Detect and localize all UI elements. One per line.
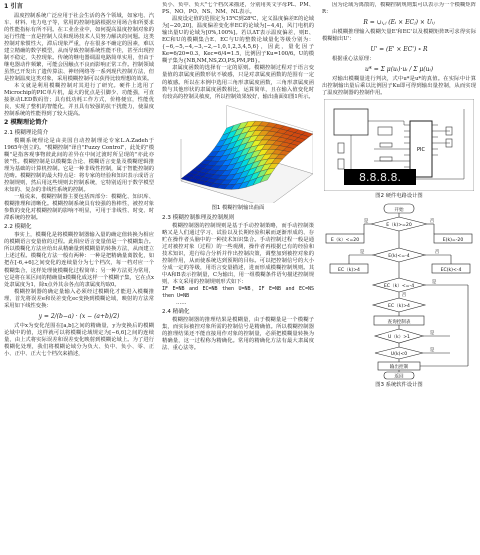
section-2-title: 2 模糊理论简介 (4, 119, 48, 127)
flow-start-label: 开始 (394, 208, 404, 214)
flow-yes-label: 是 (363, 219, 369, 225)
rule-example: IF E=NB and EC=NB then U=NB，IF E=NB and EC=NS then U=NB (162, 286, 314, 300)
column-1 (4, 2, 154, 553)
surface-plot (163, 103, 313, 203)
paragraph: 负小、负中、负大"七个档次来描述，分别用英文字母PL、PM、PS、NO、PO、NS、NM、NL表示。 (162, 2, 314, 16)
led-digits: 8.8.8.8. (359, 171, 401, 185)
paragraph: 由模糊推理输入模糊矢量E'和EC'以及模糊矩阵R可求得实际模糊输出U'： (322, 29, 476, 43)
section-2-2-title: 2.2 模糊化 (4, 224, 32, 231)
paragraph: 模糊控制器的控制规则是基于手动控制策略，而手动控制策略又是人们通过学习、试验以及长期经验积累而逐渐形成的、存贮在操作者头脑中的一种技术知识集合。手动控制过程一般是通过对被控对象（过程）的一些观测，操作者再根据已有的经验和技术知识，进行综合分析并作出控制决策，调整加到被控对象的控制作用，从而使系统达到预期的目标。可以把控制信号的大小分成一定的等级，用语言变量描述，进而形成模糊控制规则。其中A和B表示控制量，C为输出，用一组模糊条件语句描述控制规则，本文采用的控制规则形式如下： (162, 222, 314, 286)
flow-decision-3-label: EC（k）<=-4 (383, 284, 415, 290)
section-2-4-title: 2.4 精确化 (162, 309, 190, 316)
paragraph: 本文就是利用模糊控制对其进行了研究。硬件上选用了Microchip的PIC单片机，最大的优点是引脚少、功能强，可直接驱动LED数码管；具有低功耗工作方式，价格便宜，性能优良，实现了整机的智能化，并且具有较强的抗干扰能力，使温度控制系统的性能得到了较大提高。 (4, 82, 154, 118)
flow-yes-label: 是 (431, 280, 437, 286)
equation-centroid: u* = Σ μ(uᵢ)·uᵢ / Σ μ(uᵢ) (364, 66, 434, 74)
paragraph: 因为论域为离散的，模糊控制规则集可以表示为一个模糊矩阵R： (322, 2, 476, 16)
paragraph: 根据重心法原理： (332, 56, 375, 63)
column-3 (322, 2, 476, 553)
flow-no-label: 否 (434, 250, 440, 256)
flow-yes-label: 是 (429, 331, 435, 337)
flow-decision-5-label: U（k）>1 (388, 335, 410, 341)
paragraph: 模糊系统理论是由美国自动控制理论专家L.A.Zadeh于1965年创立的。"模糊控制"译自"Fuzzy Control"，此处的"模糊"是指客观事物彼此间的差异在中间过渡时所呈现的"亦此亦彼"性。模糊控制是以模糊集合论、模糊语言变量及模糊逻辑推理为基础的计算机控制。它是一种非线性控制，属于智能控制的范畴。模糊控制的最大特点是：将专家的经验和知识表示成语言控制规则，然后用这些规则去控制系统，它特别适用于数学模型未知的、复杂的非线性系统的控制。 (4, 137, 154, 194)
flow-no-label: 否 (401, 293, 407, 299)
flow-decision-2-label: E(k)<=-4 (388, 254, 410, 260)
flow-no-label: 否 (429, 219, 435, 225)
column-2 (162, 2, 314, 553)
flow-proc-1-label: E（k）<=20 (330, 238, 360, 244)
paragraph: 模糊控制器的推理结果是模糊量，由于模糊量是一个模糊子集，而实际被控对象所需的控制信号是精确值。所以模糊控制器的推理结果还不能直接用作对象的控制量，必须把模糊量转换为精确量，这一过程称为精确化。常用的精确化方法有最大隶属度法、重心法等。 (162, 317, 314, 352)
section-2-3-title: 2.3 模糊控制推理及控制规则 (162, 214, 235, 221)
flow-output-label: 输出控制 (389, 365, 409, 371)
flow-proc-4-label: EC(k)<-4 (440, 268, 462, 274)
paragraph: 式中x为变化范围在[a,b]之间的精确量，y为变换后的模糊论域中的值，这样就可以将模糊论域规定为[−6,6]之间的连续量，由上式将实际误差和误差变化映射到模糊论域上。为了进行模糊化处理，我们将模糊论域分为负大、负中、负小、零、正小、正中、正大七个档次来描述， (4, 322, 154, 357)
flow-yes-label: 是 (359, 250, 365, 256)
flow-lookup-label: 查询控制表 (387, 320, 411, 326)
paragraph: 温度控制系统广泛应用于社会生活的各个领域，如家电、汽车、材料、电力电子等，常用的控制电路根据应用场合和所要求的性能指标有所不同。在工业企业中，如何提高温度控制对象的运行性能一直是控制人员和现场技术人员努力解决的问题。这类控制对象惯性大，滞后现象严重，存在很多不确定的因素，难以建立精确的数学模型，从而导致控制系统性能不佳，甚至出现控制不稳定、失控现象。传统的继电器调温电路简单实用，但由于继电器动作频繁，可能会因触点不良而影响正常工作。控制领域虽然已开发出了遗传算法、神经网络等一系列现代控制方法，但是控制温度这类对象，采用模糊控制可以获得比较理想的效果。 (4, 12, 154, 82)
figure-3-flowchart (322, 202, 476, 380)
paragraph: 模糊控制器的确定量输入必须经过模糊化才能进入模糊推理，首先将误差e和误差变化ec变换到模糊论域，映射的方法常采用如下线性变换： (4, 288, 154, 309)
flow-proc-3-label: EC（k)>4 (338, 268, 360, 274)
ellipsis: …… (176, 300, 187, 307)
paragraph: 对输出模糊量进行判决，式中u*是u*的真值。在实际中计算出控制输出量后乘以比例因子Ku即可得到输出量控制，从而实现了温度控制器的控制作用。 (322, 76, 476, 97)
flow-decision-6-label: U(k)<0 (390, 352, 408, 358)
figure-3-caption: 图3 系统软件设计图 (375, 382, 423, 389)
flow-return-label: 返回 (394, 374, 404, 380)
section-1-title: 1 引言 (4, 3, 23, 10)
paragraph: 隶属度函数的选择有一定的原则。模糊控制过程对于语言变量值的隶属度函数形状不敏感，只是对隶属度函数的范围有一定的敏感。所以在本例中选用三角形隶属度函数，三角形隶属度函数与其他形状的隶属度函数相比，运算简单，且在输入值变化时有较高的控制灵敏度，所以控制效果较好，输出曲面如图1所示。 (162, 65, 314, 100)
software-flowchart (322, 202, 476, 380)
figure-2-circuit (324, 99, 474, 191)
flow-decision-1-label: E（k)>=20 (386, 223, 412, 229)
circuit-diagram (324, 99, 474, 191)
paragraph: 事实上，模糊化是将模糊控制器输入量的确定值转换为相应的模糊语言变量值的过程。此相应语言变量值是一个模糊集合。所以模糊化方法应给出从精确量到模糊量的转换方法，从而建立上述过程。模糊化方法一般有两种：一种是把精确量离散化，如把在[-6,+6]之间变化的连续量分为七个档次，每一档对应一个模糊集合，这样处理使模糊化过程简单；另一种方法更为常用，它是将在某区间的精确量x模糊化成这样一个模糊子集，它在点x处隶属度为1，除x点外其余各点的隶属度均取0。 (4, 232, 154, 288)
figure-1-surface (163, 103, 313, 203)
equation-fuzzy-output: U' = (E' × EC') ∘ R (370, 46, 428, 54)
section-2-1-title: 2.1 模糊理论简介 (4, 129, 49, 136)
flow-proc-2-label: E(k)=-20 (442, 238, 464, 244)
mcu-chip-label: PIC (417, 147, 425, 154)
equation-linear-mapping: y = 2/(b−a) · (x − (a+b)/2) (38, 312, 120, 320)
equation-fuzzy-matrix: R = ∪ᵢ,ⱼ (Eᵢ × ECⱼ) × Uᵢⱼ (363, 19, 435, 27)
figure-2-caption: 图2 硬件电路设计图 (375, 193, 423, 200)
flow-decision-4-label: EC（k)>4 (388, 304, 410, 310)
figure-1-caption: 图1 模糊控制输出曲面 (211, 204, 265, 211)
paragraph: 温度设定值的范围定为15℃到28℃，定义温度偏差E的论域为[−20,20]，温度偏差变化率EC的论域为[−4,4]，风门电机的输出量U的论域为[0%,100%]。若以ΔT表示温度偏差，则E、EC和U的模糊集合E、EC与U的整数论域量化等级分别为：{−6,−5,−4,−3,−2,−1,0,1,2,3,4,5,6}，因此，量化因子Ke=6/20=0.3，Kec=6/4=1.5，比例因子Ku=100/6。U的模糊子集为{NB,NM,NS,ZO,PS,PM,PB}。 (162, 16, 314, 65)
flow-yes-label: 是 (429, 348, 435, 354)
paragraph: 一般说来，模糊控制器主要包括四部分：模糊化、知识库、模糊推理和清晰化。模糊控制系统具有较强的鲁棒性，被控对象参数的变化对模糊控制的影响不明显，可用于非线性、时变、时滞系统的控制。 (4, 194, 154, 222)
